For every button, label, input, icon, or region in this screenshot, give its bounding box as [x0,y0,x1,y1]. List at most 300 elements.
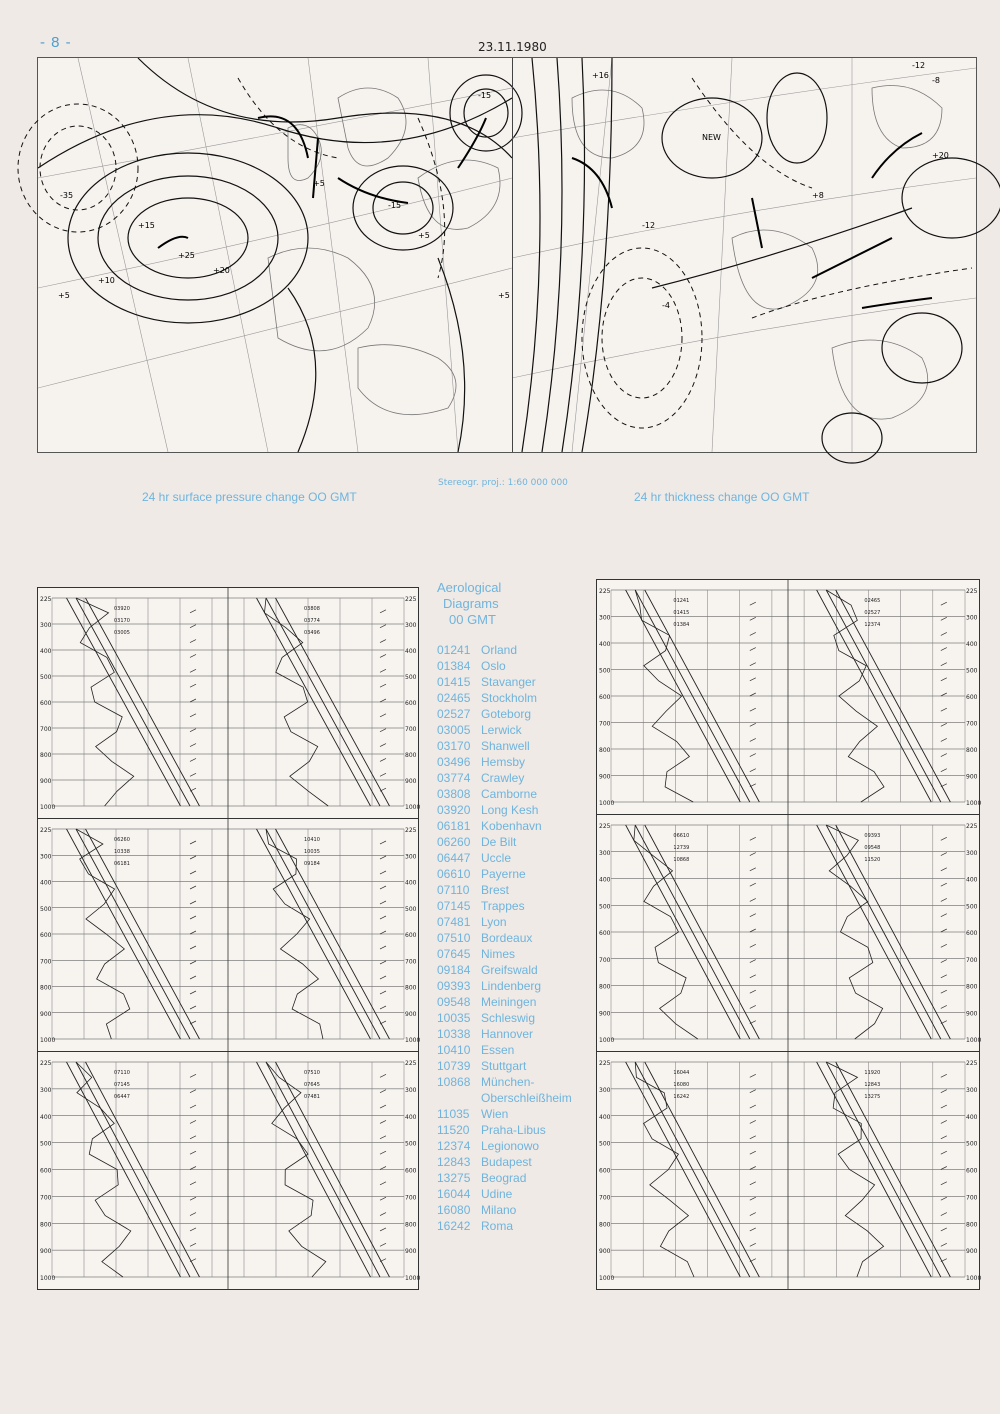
pressure-label: 800 [966,747,978,754]
wind-barb [190,714,196,717]
wind-barb [380,1074,386,1077]
station-code: 06447 [437,851,471,865]
station-name: Budapest [481,1155,532,1169]
pressure-label: 300 [40,1086,52,1094]
diagram-station-code: 03170 [114,618,130,624]
pressure-label: 500 [40,674,52,681]
wind-barb [941,663,947,666]
station-row [437,866,597,882]
wind-barb [750,990,756,993]
pressure-label: 600 [966,694,978,701]
pressure-label: 500 [966,903,978,911]
wind-barb [380,1213,386,1216]
diagram-station-code: 01241 [673,598,690,604]
station-name: Payerne [481,867,526,881]
thickness-map-caption: 24 hr thickness change OO GMT [634,490,810,504]
pressure-label: 900 [405,778,417,785]
wind-barb [380,1151,386,1154]
pressure-label: 800 [599,983,611,991]
wind-barb [380,773,386,776]
pressure-label: 400 [599,641,611,648]
wind-barb [190,1136,196,1139]
station-row [437,674,597,690]
wind-barb [380,729,386,732]
svg-text:NEW: NEW [702,133,721,142]
aerological-diagram [597,815,982,1051]
diagram-station-code: 07510 [304,1070,320,1076]
wind-barb [380,699,386,702]
pressure-label: 700 [966,956,978,964]
station-name: Praha-Libus [481,1123,546,1137]
aerological-diagram-panel [596,579,980,815]
wind-barb [190,1105,196,1108]
wind-barb [750,754,756,757]
wind-barb [190,684,196,687]
wind-barb [190,610,196,613]
wind-barb [750,617,756,620]
diagram-station-code: 09393 [864,833,881,839]
pressure-label: 300 [966,614,978,622]
svg-text:+5: +5 [313,179,325,188]
wind-barb [941,754,947,757]
pressure-label: 600 [40,1167,52,1175]
wind-barb [941,1005,947,1008]
pressure-label: 225 [599,823,611,830]
station-name: Lerwick [481,723,522,737]
station-name: Beograd [481,1171,527,1185]
diagram-station-code: 06181 [114,861,130,867]
wind-barb [750,663,756,666]
wind-barb [190,931,196,934]
station-name: Brest [481,883,510,897]
wind-barb [380,841,386,844]
pressure-label: 300 [599,1086,611,1094]
diagram-station-code: 11920 [864,1070,881,1076]
station-code: 06181 [437,819,471,833]
station-name: Legionowo [481,1139,540,1153]
wind-barb [750,1120,756,1123]
aerological-diagram [597,1052,982,1289]
diagram-station-code: 16044 [673,1070,690,1076]
wind-barb [750,929,756,932]
wind-barb [190,991,196,994]
pressure-label: 400 [40,879,52,887]
wind-barb [941,929,947,932]
diagram-station-code: 03808 [304,606,320,612]
svg-text:-15: -15 [388,201,402,210]
wind-barb [750,1243,756,1246]
station-name: Stavanger [481,675,536,689]
wind-barb [190,729,196,732]
wind-barb [941,1105,947,1108]
diagram-station-code: 12843 [864,1082,881,1088]
wind-barb [190,1120,196,1123]
station-name: Crawley [481,771,525,785]
pressure-label: 900 [599,1010,611,1018]
diagram-station-code: 10035 [304,849,320,855]
pressure-label: 700 [405,726,417,733]
wind-barb [941,1197,947,1200]
station-row [437,1042,597,1058]
station-name: Roma [481,1219,514,1233]
wind-barb [380,931,386,934]
diagram-station-code: 03496 [304,630,320,636]
pressure-label: 225 [40,1060,52,1067]
wind-barb [750,960,756,963]
station-row [437,722,597,738]
svg-text:+5: +5 [418,231,430,240]
pressure-label: 800 [40,752,52,759]
pressure-label: 500 [405,1140,417,1148]
legend-title-line: Aerological [437,580,502,595]
wind-barb [190,886,196,889]
svg-text:-15: -15 [478,91,492,100]
wind-barb [190,1090,196,1093]
legend-title-line: Diagrams [443,596,499,611]
wind-barb [941,975,947,978]
chart-date: 23.11.1980 [478,40,547,54]
station-row [437,754,597,770]
wind-barb [750,1151,756,1154]
station-name: Stockholm [481,691,538,705]
wind-barb [750,723,756,726]
svg-text:+15: +15 [138,221,155,230]
station-row [437,1138,597,1154]
wind-barb [190,654,196,657]
wind-barb [941,617,947,620]
wind-barb [941,769,947,772]
diagram-station-code: 02465 [864,598,881,604]
station-row [437,1170,597,1186]
pressure-label: 600 [599,1167,611,1175]
wind-barb [750,1105,756,1108]
diagram-station-code: 13275 [864,1094,881,1100]
svg-text:+10: +10 [98,276,115,285]
station-row [437,994,597,1010]
station-name: Wien [481,1107,509,1121]
pressure-label: 1000 [405,1275,421,1282]
pressure-label: 1000 [40,804,56,811]
station-row [437,738,597,754]
pressure-label: 225 [405,1060,417,1067]
wind-barb [190,976,196,979]
wind-barb [941,723,947,726]
wind-barb [750,914,756,917]
station-row [437,946,597,962]
wind-barb [380,758,386,761]
pressure-label: 500 [40,1140,52,1148]
station-name: Shanwell [481,739,530,753]
pressure-label: 400 [966,641,978,648]
station-name: München- [481,1075,535,1089]
wind-barb [190,1228,196,1231]
diagram-station-code: 07145 [114,1082,130,1088]
station-code: 16242 [437,1219,471,1233]
wind-barb [380,886,386,889]
station-code: 07645 [437,947,471,961]
station-name: Oberschleißheim [481,1091,572,1105]
pressure-label: 225 [966,823,978,830]
wind-barb [380,1136,386,1139]
svg-text:+16: +16 [592,71,609,80]
wind-barb [941,1167,947,1170]
pressure-label: 700 [40,1194,52,1202]
station-row [437,1090,597,1106]
page-number: - 8 - [40,34,72,51]
station-code: 03920 [437,803,471,817]
wind-barb [380,856,386,859]
pressure-label: 600 [966,1167,978,1175]
wind-barb [941,1090,947,1093]
station-name: Orland [481,643,518,657]
wind-barb [750,898,756,901]
svg-text:+5: +5 [58,291,70,300]
pressure-label: 300 [966,849,978,857]
pressure-label: 1000 [405,804,421,811]
wind-barb [190,773,196,776]
station-row [437,802,597,818]
pressure-label: 500 [405,905,417,913]
wind-barb [941,898,947,901]
station-row [437,914,597,930]
svg-text:+8: +8 [812,191,824,200]
wind-barb [941,1151,947,1154]
station-row [437,834,597,850]
wind-barb [380,1006,386,1009]
diagram-station-code: 06447 [114,1094,130,1100]
wind-barb [941,944,947,947]
diagram-station-code: 10410 [304,837,320,843]
wind-barb [750,632,756,635]
pressure-label: 225 [40,596,52,603]
pressure-label: 900 [966,773,978,781]
station-name: Essen [481,1043,515,1057]
pressure-label: 900 [40,1010,52,1018]
svg-text:+25: +25 [178,251,195,260]
pressure-label: 400 [966,1113,978,1121]
pressure-label: 400 [40,1113,52,1121]
wind-barb [941,602,947,605]
wind-barb [941,853,947,856]
station-code: 02465 [437,691,471,705]
station-code: 01241 [437,643,471,657]
pressure-label: 500 [966,1140,978,1148]
pressure-label: 900 [405,1248,417,1256]
pressure-label: 225 [40,827,52,834]
pressure-label: 900 [966,1010,978,1018]
pressure-label: 1000 [40,1275,56,1282]
station-code: 03170 [437,739,471,753]
wind-barb [750,837,756,840]
wind-barb [750,868,756,871]
pressure-label: 800 [966,983,978,991]
diagram-station-code: 16080 [673,1082,690,1088]
wind-barb [190,1151,196,1154]
station-row [437,770,597,786]
station-row [437,882,597,898]
station-name: Camborne [481,787,538,801]
station-code: 07145 [437,899,471,913]
pressure-label: 400 [40,648,52,655]
station-code: 03496 [437,755,471,769]
pressure-label: 900 [599,773,611,781]
pressure-label: 300 [966,1086,978,1094]
legend-title-line: 00 GMT [449,612,496,627]
pressure-label: 300 [405,622,417,629]
pressure-label: 700 [405,958,417,966]
wind-barb [941,632,947,635]
pressure-label: 600 [40,700,52,707]
pressure-label: 500 [599,1140,611,1148]
station-row [437,818,597,834]
wind-barb [190,625,196,628]
wind-barb [190,1243,196,1246]
pressure-change-map [38,58,976,452]
station-row [437,642,597,658]
wind-barb [380,961,386,964]
wind-barb [750,1213,756,1216]
station-row [437,1010,597,1026]
wind-barb [941,1213,947,1216]
station-code: 16080 [437,1203,471,1217]
weather-maps [37,57,977,453]
wind-barb [190,1213,196,1216]
wind-barb [380,1197,386,1200]
wind-barb [380,684,386,687]
wind-barb [190,1182,196,1185]
aerological-diagram-panel [37,1051,419,1290]
wind-barb [750,1197,756,1200]
station-code: 03808 [437,787,471,801]
station-code: 09393 [437,979,471,993]
aerological-diagram-panel [596,1051,980,1290]
wind-barb [941,1243,947,1246]
wind-barb [941,648,947,651]
station-code [437,1090,481,1106]
wind-barb [190,744,196,747]
station-code: 10035 [437,1011,471,1025]
pressure-label: 900 [40,1248,52,1256]
pressure-label: 225 [966,1060,978,1067]
diagram-station-code: 09548 [864,845,881,851]
wind-barb [750,769,756,772]
pressure-label: 225 [966,588,978,595]
wind-barb [750,1228,756,1231]
diagram-station-code: 06260 [114,837,130,843]
wind-barb [380,625,386,628]
aerological-legend [437,580,597,1234]
wind-barb [190,856,196,859]
station-row [437,658,597,674]
pressure-label: 800 [40,1221,52,1229]
pressure-label: 500 [599,903,611,911]
pressure-label: 1000 [966,1037,982,1044]
wind-barb [190,916,196,919]
wind-barb [750,648,756,651]
pressure-label: 900 [40,778,52,785]
pressure-label: 400 [599,1113,611,1121]
pressure-label: 225 [599,588,611,595]
station-code: 12374 [437,1139,471,1153]
pressure-label: 600 [966,930,978,937]
pressure-label: 1000 [966,1275,982,1282]
wind-barb [750,883,756,886]
legend-title [437,580,597,628]
pressure-label: 900 [966,1248,978,1256]
pressure-label: 600 [405,700,417,707]
pressure-label: 500 [966,667,978,675]
pressure-label: 1000 [966,800,982,807]
diagram-station-code: 12739 [673,845,690,851]
wind-barb [380,744,386,747]
pressure-label: 500 [40,905,52,913]
wind-barb [190,1074,196,1077]
pressure-label: 700 [966,720,978,728]
pressure-label: 500 [405,674,417,681]
station-row [437,898,597,914]
wind-barb [750,678,756,681]
station-row [437,1026,597,1042]
aerological-diagram [38,819,421,1051]
diagram-station-code: 07110 [114,1070,130,1076]
station-name: Hemsby [481,755,526,769]
station-code: 13275 [437,1171,471,1185]
pressure-label: 1000 [599,800,615,807]
pressure-label: 600 [599,694,611,701]
aerological-diagram [38,588,421,818]
wind-barb [750,1074,756,1077]
svg-text:-8: -8 [932,76,940,85]
station-code: 07110 [437,883,470,897]
wind-barb [380,1120,386,1123]
station-code: 03774 [437,771,471,785]
wind-barb [380,1090,386,1093]
station-name: Schleswig [481,1011,536,1025]
wind-barb [190,758,196,761]
station-code: 09184 [437,963,471,977]
station-row [437,1074,597,1090]
wind-barb [750,708,756,711]
station-code: 10739 [437,1059,471,1073]
station-name: Kobenhavn [481,819,542,833]
svg-text:-35: -35 [60,191,74,200]
map-divider [512,58,513,452]
wind-barb [380,669,386,672]
wind-barb [380,991,386,994]
wind-barb [750,853,756,856]
station-row [437,978,597,994]
station-code: 09548 [437,995,471,1009]
aerological-diagram-panel [37,818,419,1052]
wind-barb [380,1243,386,1246]
diagram-station-code: 07481 [304,1094,320,1100]
diagram-station-code: 16242 [673,1094,690,1100]
wind-barb [190,699,196,702]
wind-barb [380,1228,386,1231]
pressure-label: 900 [599,1248,611,1256]
station-name: Goteborg [481,707,532,721]
pressure-map-caption: 24 hr surface pressure change OO GMT [142,490,357,504]
station-code: 07510 [437,931,471,945]
station-code: 07481 [437,915,471,929]
diagram-station-code: 07645 [304,1082,320,1088]
pressure-label: 225 [405,596,417,603]
station-row [437,962,597,978]
station-row [437,930,597,946]
station-code: 12843 [437,1155,471,1169]
wind-barb [941,1120,947,1123]
wind-barb [380,610,386,613]
